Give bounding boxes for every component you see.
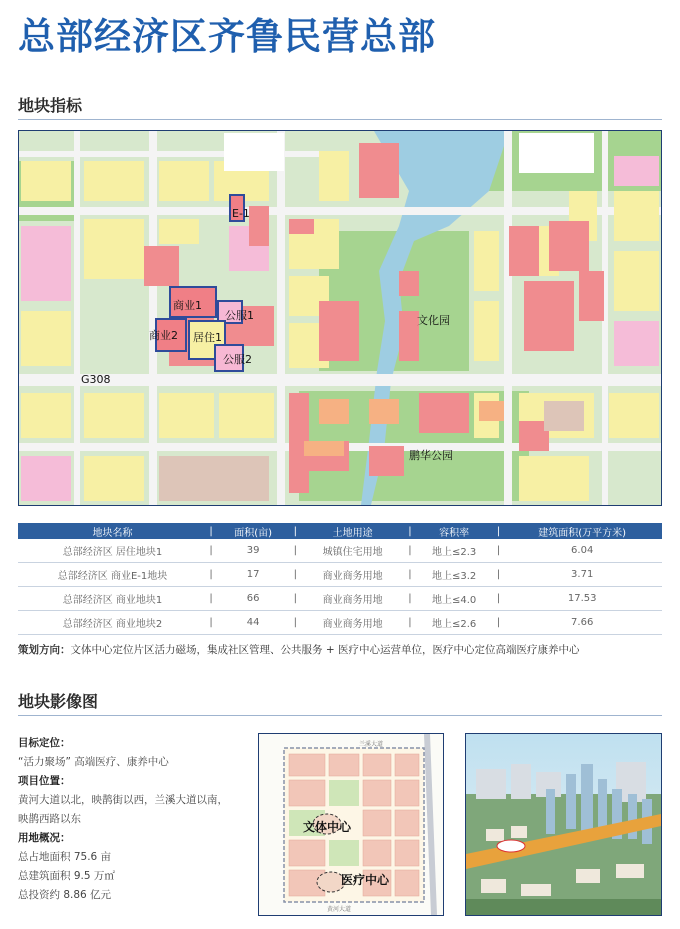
table-row: 总部经济区 商业地块1 | 66 | 商业商务用地 | 地上≤4.0 | 17.53 xyxy=(18,587,662,611)
column-header: 容积率 xyxy=(414,523,494,539)
table-cell: 商业商务用地 xyxy=(299,611,406,635)
indicator-table xyxy=(18,523,662,635)
table-cell: 17.53 xyxy=(502,587,662,611)
road xyxy=(74,131,80,505)
table-cell: 地上≤2.3 xyxy=(414,539,494,563)
planning-text: 文体中心定位片区活力磁场，集成社区管理、公共服务 + 医疗中心运营单位，医疗中心定位高端医疗康养中心 xyxy=(70,644,580,656)
blank-block xyxy=(224,133,284,171)
label-gongfu1: 公服1 xyxy=(225,309,254,322)
table-cell: 17 xyxy=(215,563,291,587)
column-header: 地块名称 xyxy=(18,523,207,539)
location-line: 映鹊西路以东 xyxy=(18,813,81,825)
planning-label: 策划方向： xyxy=(18,644,71,656)
aerial-rendering xyxy=(465,733,662,916)
page-title: 总部经济区齐鲁民营总部 xyxy=(18,15,436,58)
divider xyxy=(18,119,662,120)
project-info xyxy=(18,734,243,905)
table-cell: 总部经济区 商业地块2 xyxy=(18,611,207,635)
road-g308 xyxy=(19,374,661,386)
table-cell: 7.66 xyxy=(502,611,662,635)
target-text: “活力聚场” 高端医疗、康养中心 xyxy=(18,756,169,768)
table-cell: 地上≤2.6 xyxy=(414,611,494,635)
sports-venue xyxy=(497,840,525,852)
road xyxy=(504,131,512,505)
table-cell: 44 xyxy=(215,611,291,635)
land-area: 总占地面积 75.6 亩 xyxy=(18,851,112,863)
label-shangye1: 商业1 xyxy=(173,299,202,312)
table-cell: 城镇住宅用地 xyxy=(299,539,406,563)
location-line: 黄河大道以北，映鹊街以西，兰溪大道以南， xyxy=(18,794,228,806)
label-medical-center: 医疗中心 xyxy=(341,873,390,887)
label-wenhuayuan: 文化园 xyxy=(417,314,450,327)
column-header: 土地用途 xyxy=(299,523,406,539)
investment: 总投资约 8.86 亿元 xyxy=(18,889,112,901)
label-penghua-park: 鹏华公园 xyxy=(409,449,453,462)
blank-block xyxy=(519,133,594,173)
table-cell: 66 xyxy=(215,587,291,611)
location-label: 项目位置： xyxy=(18,775,71,787)
site-plan-svg xyxy=(259,734,443,915)
label-sports-center: 文体中心 xyxy=(303,820,352,834)
table-cell: 3.71 xyxy=(502,563,662,587)
site-plan xyxy=(258,733,444,916)
label-e1: E-1 xyxy=(232,207,250,220)
label-road-top: 兰溪大道 xyxy=(359,741,384,748)
label-juzhu1: 居住1 xyxy=(193,331,222,344)
table-cell: 地上≤4.0 xyxy=(414,587,494,611)
table-row: 总部经济区 居住地块1 | 39 | 城镇住宅用地 | 地上≤2.3 | 6.04 xyxy=(18,539,662,563)
foreground-green xyxy=(466,899,661,915)
section-heading-indicators: 地块指标 xyxy=(18,96,83,115)
road xyxy=(19,207,661,215)
planning-direction xyxy=(18,642,579,657)
label-shangye2: 商业2 xyxy=(149,329,178,342)
table-cell: 39 xyxy=(215,539,291,563)
label-road-bottom: 黄河大道 xyxy=(327,906,352,913)
table-cell: 商业商务用地 xyxy=(299,587,406,611)
zoning-map-svg xyxy=(19,131,661,505)
table-cell: 总部经济区 商业地块1 xyxy=(18,587,207,611)
table-cell: 总部经济区 商业E-1地块 xyxy=(18,563,207,587)
column-header: 建筑面积(万平方米) xyxy=(502,523,662,539)
label-gongfu2: 公服2 xyxy=(223,353,252,366)
label-road-g308: G308 xyxy=(81,373,111,386)
section-heading-images: 地块影像图 xyxy=(18,692,99,711)
table-header-row: 地块名称 | 面积(亩) | 土地用途 | 容积率 | 建筑面积(万平方米) xyxy=(18,523,662,539)
zoning-map xyxy=(18,130,662,506)
table-row: 总部经济区 商业E-1地块 | 17 | 商业商务用地 | 地上≤3.2 | 3.71 xyxy=(18,563,662,587)
building-area: 总建筑面积 9.5 万㎡ xyxy=(18,870,115,882)
aerial-rendering-svg xyxy=(466,734,661,915)
road xyxy=(19,151,349,157)
column-header: 面积(亩) xyxy=(215,523,291,539)
divider xyxy=(18,715,662,716)
road xyxy=(277,131,285,505)
table-cell: 总部经济区 居住地块1 xyxy=(18,539,207,563)
table-cell: 地上≤3.2 xyxy=(414,563,494,587)
table-row: 总部经济区 商业地块2 | 44 | 商业商务用地 | 地上≤2.6 | 7.66 xyxy=(18,611,662,635)
table-cell: 6.04 xyxy=(502,539,662,563)
target-label: 目标定位： xyxy=(18,737,71,749)
land-label: 用地概况： xyxy=(18,832,71,844)
table-cell: 商业商务用地 xyxy=(299,563,406,587)
